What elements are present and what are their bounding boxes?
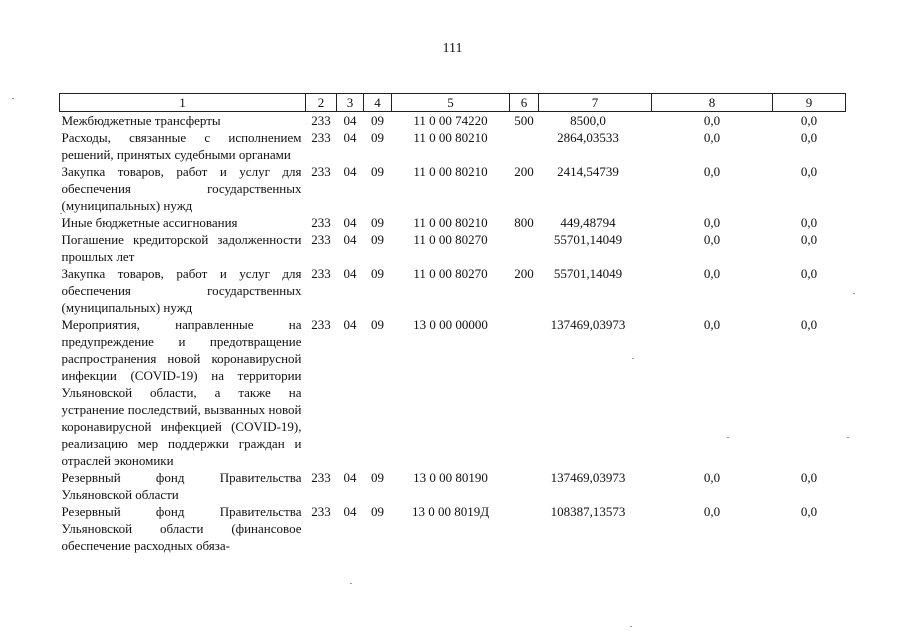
row-name-cell: Межбюджетные трансферты <box>61 113 221 128</box>
row-amount-cell: 2414,54739 <box>557 164 619 179</box>
row-amount-cell: 8500,0 <box>570 113 606 128</box>
row-col9-cell: 0,0 <box>800 317 818 332</box>
row-subsection-cell: 09 <box>371 215 384 230</box>
col-header-1: 1 <box>60 94 306 112</box>
row-col8-cell: 0,0 <box>703 470 721 485</box>
row-section-cell: 04 <box>343 215 357 230</box>
row-name-cell: Закупка товаров, работ и услуг для обеспечения государственных (муниципальных) нужд <box>61 266 302 315</box>
row-col8-cell: 0,0 <box>703 232 721 247</box>
table-row <box>60 316 846 469</box>
row-name-cell: Иные бюджетные ассигнования <box>61 215 238 230</box>
row-target-article-cell: 13 0 00 8019Д <box>411 504 490 519</box>
row-section-cell: 04 <box>343 266 357 281</box>
row-target-article-cell: 11 0 00 80210 <box>413 130 488 145</box>
row-code-cell: 233 <box>311 164 331 179</box>
row-subsection-cell: 09 <box>371 164 384 179</box>
row-expense-type-cell: 800 <box>514 215 534 230</box>
row-section-cell: 04 <box>343 317 357 332</box>
row-name-cell: Расходы, связанные с исполнением решений, принятых судебными органами <box>61 130 302 162</box>
col-header-9: 9 <box>773 94 846 112</box>
row-subsection-cell: 09 <box>371 504 384 519</box>
table-row <box>60 214 846 231</box>
row-col9-cell: 0,0 <box>800 164 818 179</box>
row-section-cell: 04 <box>343 504 357 519</box>
row-col8-cell: 0,0 <box>703 215 721 230</box>
row-expense-type-cell <box>510 129 539 163</box>
row-code-cell: 233 <box>311 130 331 145</box>
row-amount-cell: 108387,13573 <box>550 504 626 519</box>
row-code-cell: 233 <box>311 504 331 519</box>
scan-speck <box>12 98 14 99</box>
scan-speck <box>632 358 634 359</box>
table-row <box>60 112 846 130</box>
col-header-2: 2 <box>306 94 337 112</box>
row-subsection-cell: 09 <box>371 232 384 247</box>
row-code-cell: 233 <box>311 317 331 332</box>
row-target-article-cell: 11 0 00 80210 <box>413 164 488 179</box>
row-col9-cell: 0,0 <box>800 130 818 145</box>
row-subsection-cell: 09 <box>371 470 384 485</box>
row-code-cell: 233 <box>311 215 331 230</box>
table-row <box>60 163 846 214</box>
row-col8-cell: 0,0 <box>703 317 721 332</box>
row-amount-cell: 137469,03973 <box>550 317 626 332</box>
row-col9-cell: 0,0 <box>800 232 818 247</box>
col-header-6: 6 <box>510 94 539 112</box>
row-col9-cell: 0,0 <box>800 504 818 519</box>
row-expense-type-cell <box>510 316 539 469</box>
row-subsection-cell: 09 <box>371 317 384 332</box>
row-section-cell: 04 <box>343 164 357 179</box>
header-row <box>60 94 846 112</box>
row-section-cell: 04 <box>343 130 357 145</box>
col-header-3: 3 <box>337 94 364 112</box>
col-header-8: 8 <box>652 94 773 112</box>
row-expense-type-cell: 200 <box>514 266 534 281</box>
row-code-cell: 233 <box>311 266 331 281</box>
row-target-article-cell: 13 0 00 80190 <box>413 470 488 485</box>
row-name-cell: Мероприятия, направленные на предупреждение и предотвращение распространения новой коронавирусной инфекции (COVID-19) на территории Ульяновской области, а также на устранение последствий, вызванных новой коронавирусной инфекцией (COVID-19), реализацию мер поддержки граждан и отраслей экономики <box>61 317 302 468</box>
row-name-cell: Резервный фонд Правительства Ульяновской области <box>61 470 302 502</box>
row-col8-cell: 0,0 <box>703 130 721 145</box>
table-row <box>60 265 846 316</box>
row-name-cell: Погашение кредиторской задолженности прошлых лет <box>61 232 302 264</box>
scan-speck <box>350 583 352 584</box>
scan-speck <box>630 626 632 627</box>
row-col8-cell: 0,0 <box>703 164 721 179</box>
scan-speck <box>727 437 729 438</box>
row-amount-cell: 449,48794 <box>560 215 616 230</box>
row-col8-cell: 0,0 <box>703 113 721 128</box>
row-section-cell: 04 <box>343 113 357 128</box>
scan-speck <box>847 437 849 438</box>
row-subsection-cell: 09 <box>371 113 384 128</box>
row-target-article-cell: 11 0 00 80270 <box>413 266 488 281</box>
table-row <box>60 129 846 163</box>
row-section-cell: 04 <box>343 470 357 485</box>
row-amount-cell: 137469,03973 <box>550 470 626 485</box>
row-amount-cell: 55701,14049 <box>553 232 623 247</box>
table-row <box>60 469 846 503</box>
row-expense-type-cell <box>510 503 539 554</box>
row-target-article-cell: 11 0 00 74220 <box>413 113 488 128</box>
row-expense-type-cell: 200 <box>514 164 534 179</box>
row-col8-cell: 0,0 <box>703 504 721 519</box>
row-code-cell: 233 <box>311 232 331 247</box>
col-header-7: 7 <box>539 94 652 112</box>
row-section-cell: 04 <box>343 232 357 247</box>
table-body <box>60 112 846 555</box>
row-target-article-cell: 11 0 00 80210 <box>413 215 488 230</box>
table-row <box>60 231 846 265</box>
row-code-cell: 233 <box>311 470 331 485</box>
budget-table <box>59 93 846 554</box>
row-col9-cell: 0,0 <box>800 266 818 281</box>
row-col8-cell: 0,0 <box>703 266 721 281</box>
row-col9-cell: 0,0 <box>800 215 818 230</box>
col-header-5: 5 <box>392 94 510 112</box>
row-target-article-cell: 13 0 00 00000 <box>413 317 488 332</box>
row-expense-type-cell <box>510 469 539 503</box>
row-amount-cell: 2864,03533 <box>557 130 619 145</box>
row-code-cell: 233 <box>311 113 331 128</box>
row-subsection-cell: 09 <box>371 130 384 145</box>
row-col9-cell: 0,0 <box>800 470 818 485</box>
row-target-article-cell: 11 0 00 80270 <box>413 232 488 247</box>
row-subsection-cell: 09 <box>371 266 384 281</box>
row-expense-type-cell: 500 <box>514 113 534 128</box>
row-expense-type-cell <box>510 231 539 265</box>
row-col9-cell: 0,0 <box>800 113 818 128</box>
row-name-cell: Резервный фонд Правительства Ульяновской области (финансовое обеспечение расходных обяза- <box>61 504 302 553</box>
scan-speck <box>853 293 855 294</box>
col-header-4: 4 <box>364 94 392 112</box>
row-amount-cell: 55701,14049 <box>553 266 623 281</box>
scan-speck <box>60 213 62 214</box>
table-row <box>60 503 846 554</box>
page-number: 111 <box>442 41 463 56</box>
row-name-cell: Закупка товаров, работ и услуг для обеспечения государственных (муниципальных) нужд <box>61 164 302 213</box>
